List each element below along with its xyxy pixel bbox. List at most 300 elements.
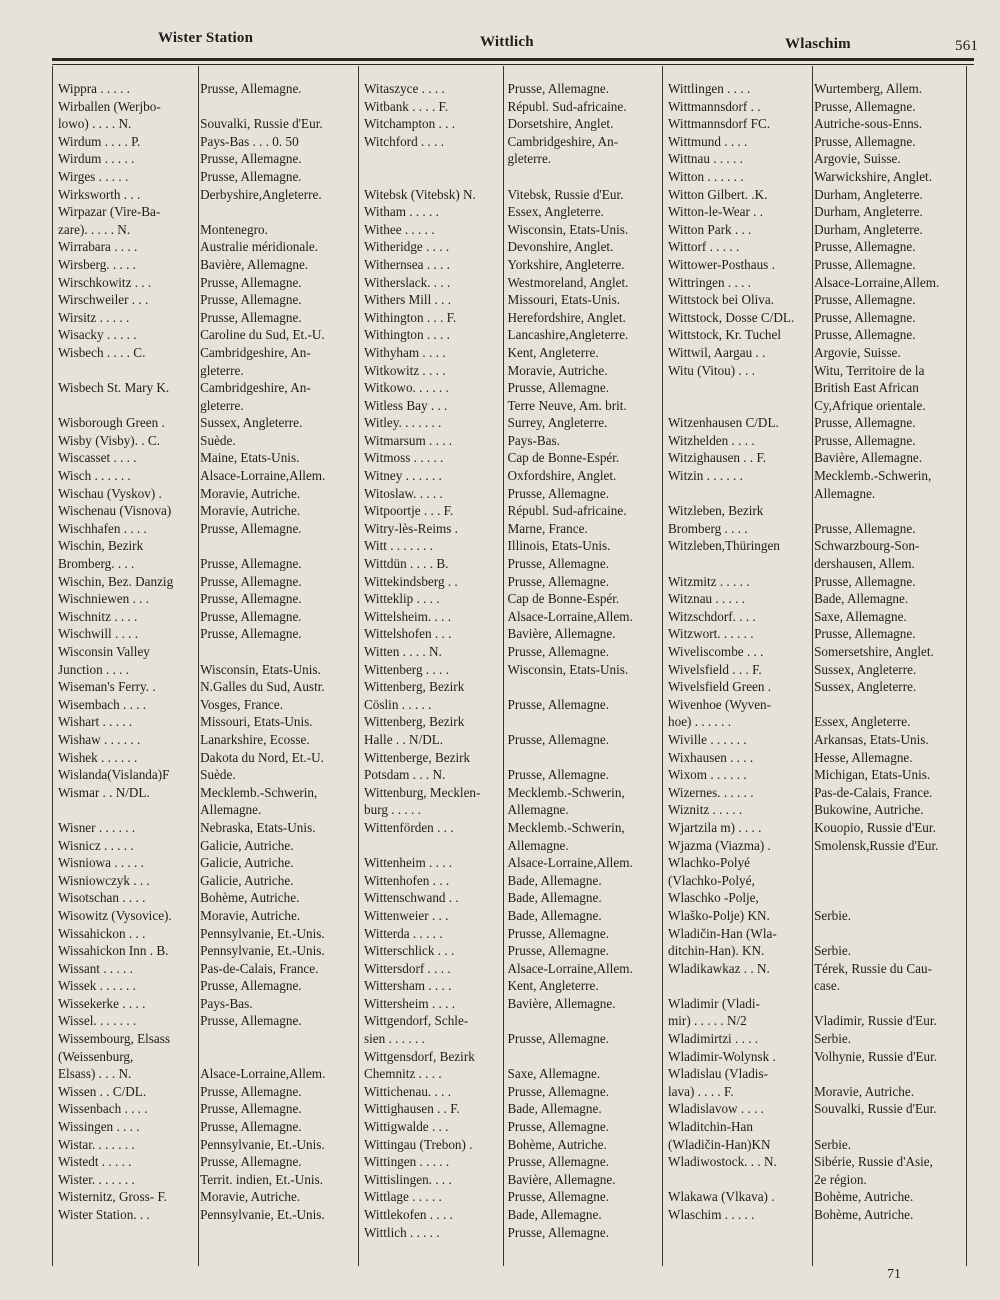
entry-row	[668, 573, 966, 591]
place-name: Witzmitz . . . . .	[668, 573, 750, 589]
entry-row	[58, 1030, 358, 1048]
location: Territ. indien, Et.-Unis.	[200, 1171, 324, 1187]
entry-row	[668, 467, 966, 485]
entry-row	[668, 960, 966, 978]
location: Prusse, Allemagne.	[814, 309, 916, 325]
entry-row	[58, 907, 358, 925]
entry-row	[668, 1083, 966, 1101]
location: Alsace-Lorraine,Allem.	[507, 855, 633, 871]
place-name: Wladislau (Vladis-	[668, 1066, 768, 1082]
entry-row	[668, 696, 966, 714]
entry-row	[668, 379, 966, 397]
location: Prusse, Allemagne.	[507, 943, 609, 959]
location: Prusse, Allemagne.	[814, 327, 916, 343]
place-name	[58, 397, 196, 415]
location: Dakota du Nord, Et.-U.	[200, 749, 324, 765]
place-name: Wittenheim . . . .	[364, 855, 453, 871]
location: Saxe, Allemagne.	[507, 1066, 601, 1082]
location: Wisconsin, Etats-Unis.	[507, 661, 629, 677]
location: Moravie, Autriche.	[814, 1083, 915, 1099]
entry-row	[668, 643, 966, 661]
entry-row	[668, 520, 966, 538]
entry-row	[364, 925, 662, 943]
entry-row	[58, 942, 358, 960]
location: Bavière, Allemagne.	[507, 995, 616, 1011]
entry-row	[58, 133, 358, 151]
entry-row	[668, 414, 966, 432]
entry-row	[58, 1100, 358, 1118]
location: Bade, Allemagne.	[507, 1207, 602, 1222]
entry-row	[364, 362, 662, 380]
entry-row	[668, 256, 966, 274]
place-name: Wittringen . . . .	[668, 274, 751, 290]
location: Maine, Etats-Unis.	[200, 450, 300, 466]
place-name: Wisnicz . . . . .	[58, 837, 134, 853]
place-name: Wittenweier . . .	[364, 907, 449, 923]
entry-row	[668, 186, 966, 204]
location: Moravie, Autriche.	[200, 1189, 301, 1205]
location: Argovie, Suisse.	[814, 151, 901, 167]
place-name: Wister. . . . . . .	[58, 1171, 135, 1187]
place-name: Wittelshofen . . .	[364, 626, 452, 642]
location: Wisconsin, Etats-Unis.	[200, 661, 321, 677]
place-name: Wirdum . . . . .	[58, 151, 135, 167]
place-name: Wisborough Green .	[58, 415, 165, 431]
location: Bade, Allemagne.	[507, 1101, 602, 1117]
place-name: Wirdum . . . . P.	[58, 133, 141, 149]
entry-row	[58, 889, 358, 907]
entry-row	[58, 221, 358, 239]
place-name: Wittdün . . . . B.	[364, 556, 449, 572]
place-name	[668, 555, 810, 573]
place-name: Wischniewen . . .	[58, 591, 150, 607]
place-name: Wittlich . . . . .	[364, 1224, 440, 1240]
location: Prusse, Allemagne.	[200, 1013, 302, 1029]
location: Alsace-Lorraine,Allem.	[200, 1066, 326, 1082]
entry-row	[58, 203, 358, 221]
location: Suède.	[200, 432, 236, 448]
entry-row	[58, 238, 358, 256]
location	[196, 1030, 358, 1048]
entry-row	[668, 1206, 966, 1224]
location: Kent, Angleterre.	[507, 344, 599, 360]
location: Bavière, Allemagne.	[507, 1171, 616, 1187]
location: Prusse, Allemagne.	[814, 432, 916, 448]
page-header-right: Wlaschim	[785, 36, 851, 52]
entry-row	[58, 274, 358, 292]
place-name: Elsass) . . . N.	[58, 1066, 132, 1082]
location	[196, 98, 358, 116]
entry-row	[668, 1065, 966, 1083]
entry-row	[364, 80, 662, 98]
location: Derbyshire,Angleterre.	[200, 186, 322, 202]
entry-row	[364, 837, 662, 855]
place-name: Wittenförden . . .	[364, 819, 454, 835]
place-name: Wischin, Bez. Danzig	[58, 573, 174, 589]
place-name: Wislanda(Vislanda)F	[58, 767, 170, 783]
location: Kent, Angleterre.	[507, 978, 599, 994]
entry-row	[668, 977, 966, 995]
entry-row	[668, 889, 966, 907]
location: Serbie.	[814, 907, 852, 923]
location: Cap de Bonne-Espér.	[507, 450, 620, 466]
place-name	[364, 168, 504, 186]
location: Nebraska, Etats-Unis.	[200, 819, 316, 835]
place-name: Witmarsum . . . .	[364, 432, 453, 448]
location: Prusse, Allemagne.	[200, 1154, 302, 1170]
place-name: Wissel. . . . . . .	[58, 1013, 137, 1029]
place-name: Wisner . . . . . .	[58, 819, 136, 835]
place-name: Wivenhoe (Wyven-	[668, 696, 772, 712]
entry-row	[668, 432, 966, 450]
place-name: Witkowitz . . . .	[364, 362, 446, 378]
entry-row	[58, 661, 358, 679]
place-name: burg . . . . .	[364, 802, 421, 818]
place-name: Bromberg. . . .	[58, 556, 135, 572]
location: Kouopio, Russie d'Eur.	[814, 819, 936, 835]
entry-row	[668, 1171, 966, 1189]
entry-row	[364, 520, 662, 538]
location: Prusse, Allemagne.	[200, 292, 302, 308]
location: Vitebsk, Russie d'Eur.	[507, 186, 624, 202]
place-name: Wissekerke . . . .	[58, 995, 146, 1011]
entry-row	[364, 1224, 662, 1242]
place-name: Wisch . . . . . .	[58, 468, 131, 484]
place-name: Wisowitz (Vysovice).	[58, 907, 172, 923]
entry-row	[668, 678, 966, 696]
place-name: Wissahickon . . .	[58, 925, 146, 941]
location	[196, 203, 358, 221]
entry-row	[364, 1012, 662, 1030]
entry-row	[58, 590, 358, 608]
location: Cambridgeshire, An-	[507, 133, 619, 149]
location: Prusse, Allemagne.	[507, 573, 609, 589]
location: N.Galles du Sud, Austr.	[200, 679, 325, 695]
column-divider	[966, 66, 967, 1266]
location: Galicie, Autriche.	[200, 837, 294, 853]
location: Pays-Bas . . . 0. 50	[200, 133, 299, 149]
entry-row	[364, 1206, 662, 1224]
place-name: Wirschkowitz . . .	[58, 274, 152, 290]
place-name: Wishart . . . . .	[58, 714, 133, 730]
entry-row	[364, 1065, 662, 1083]
entry-row	[58, 1065, 358, 1083]
place-name	[364, 837, 504, 855]
place-name: Witzwort. . . . . .	[668, 626, 754, 642]
location: Saxe, Allemagne.	[814, 608, 907, 624]
location: Prusse, Allemagne.	[200, 1101, 302, 1117]
entry-row	[58, 766, 358, 784]
location: dershausen, Allem.	[814, 556, 915, 572]
entry-row	[58, 555, 358, 573]
place-name: lava) . . . . F.	[668, 1083, 734, 1099]
entry-row	[58, 1171, 358, 1189]
place-name: Wisotschan . . . .	[58, 890, 146, 906]
location: Galicie, Autriche.	[200, 855, 294, 871]
location: Mecklemb.-Schwerin,	[814, 468, 932, 484]
column-divider	[358, 66, 359, 1266]
entry-row	[668, 537, 966, 555]
place-name: Witu (Vitou) . . .	[668, 362, 755, 378]
place-name: Witzin . . . . . .	[668, 468, 743, 484]
location: Serbie.	[814, 943, 852, 959]
place-name: Withyham . . . .	[364, 344, 446, 360]
location: Cy,Afrique orientale.	[814, 397, 926, 413]
entry-row	[58, 485, 358, 503]
location: Pas-de-Calais, France.	[814, 784, 933, 800]
place-name: Witzhelden . . . .	[668, 432, 755, 448]
location: Bade, Allemagne.	[507, 907, 602, 923]
place-name: Witznau . . . . .	[668, 591, 746, 607]
place-name: sien . . . . . .	[364, 1031, 425, 1047]
entry-row	[668, 274, 966, 292]
entry-row	[58, 819, 358, 837]
location: Prusse, Allemagne.	[507, 925, 609, 941]
location	[810, 854, 966, 872]
place-name: Wivelsfield Green .	[668, 679, 772, 695]
location: Lanarkshire, Ecosse.	[200, 731, 310, 747]
location: Prusse, Allemagne.	[507, 1189, 609, 1205]
entry-row	[364, 608, 662, 626]
location: Somersetshire, Anglet.	[814, 644, 934, 659]
entry-row	[58, 960, 358, 978]
entry-row	[668, 362, 966, 380]
entry-row	[364, 150, 662, 168]
location	[810, 696, 966, 714]
location: Sussex, Angleterre.	[814, 661, 917, 677]
place-name: Wisbech . . . . C.	[58, 344, 146, 360]
entry-row	[58, 749, 358, 767]
entry-row	[364, 186, 662, 204]
entry-row	[364, 643, 662, 661]
location: Pays-Bas.	[507, 432, 560, 448]
entry-row	[364, 889, 662, 907]
entry-row	[58, 432, 358, 450]
location: Prusse, Allemagne.	[200, 309, 302, 325]
place-name: Wittislingen. . . .	[364, 1171, 452, 1187]
place-name: Wiscasset . . . .	[58, 450, 137, 466]
place-name: Wladikawkaz . . N.	[668, 960, 770, 976]
place-name: Witteklip . . . .	[364, 591, 440, 607]
entry-row	[668, 449, 966, 467]
location: Allemagne.	[200, 802, 262, 818]
header-rule	[52, 58, 974, 61]
location: Schwarzbourg-Son-	[814, 538, 920, 554]
place-name: Wirsitz . . . . .	[58, 309, 130, 325]
place-name: Witton Gilbert. .K.	[668, 186, 768, 202]
location: Illinois, Etats-Unis.	[507, 538, 611, 554]
location: Prusse, Allemagne.	[507, 556, 609, 572]
entry-row	[668, 819, 966, 837]
place-name: Wlaschko -Polje,	[668, 890, 759, 906]
entry-row	[364, 1188, 662, 1206]
location: Républ. Sud-africaine.	[507, 98, 627, 114]
location: Républ. Sud-africaine.	[507, 503, 627, 519]
location	[810, 502, 966, 520]
entry-row	[58, 573, 358, 591]
place-name: Wittwil, Aargau . .	[668, 344, 766, 360]
place-name: Witley. . . . . . .	[364, 415, 442, 431]
location: Prusse, Allemagne.	[200, 626, 302, 642]
location: Moravie, Autriche.	[200, 907, 301, 923]
location: Yorkshire, Angleterre.	[507, 256, 625, 272]
location	[504, 168, 662, 186]
place-name: Wladitchin-Han	[668, 1119, 753, 1135]
entry-row	[668, 221, 966, 239]
location	[504, 1048, 662, 1066]
entry-row	[364, 485, 662, 503]
location: Prusse, Allemagne.	[200, 608, 302, 624]
location	[196, 643, 358, 661]
entry-row	[58, 168, 358, 186]
place-name: Wirballen (Werjbo-	[58, 98, 161, 114]
page-header-left: Wister Station	[158, 30, 254, 46]
place-name: Wittgensdorf, Bezirk	[364, 1048, 475, 1064]
entry-row	[58, 1083, 358, 1101]
place-name: Wirges . . . . .	[58, 168, 129, 184]
place-name: Witzleben,Thüringen	[668, 538, 780, 554]
place-name: Wittersdorf . . . .	[364, 960, 451, 976]
location: Serbie.	[814, 1136, 852, 1152]
location	[810, 872, 966, 890]
place-name: Wisby (Visby). . C.	[58, 432, 160, 448]
location	[810, 1118, 966, 1136]
location: Alsace-Lorraine,Allem.	[200, 468, 326, 484]
place-name: Witless Bay . . .	[364, 397, 448, 413]
entry-row	[668, 555, 966, 573]
place-name: Wisternitz, Gross- F.	[58, 1189, 168, 1205]
entry-row	[364, 1136, 662, 1154]
place-name: Wisniowczyk . . .	[58, 872, 150, 888]
entry-row	[668, 397, 966, 415]
entry-row	[58, 1136, 358, 1154]
place-name	[668, 397, 810, 415]
location	[196, 1048, 358, 1066]
place-name: Wismar . . N/DL.	[58, 784, 150, 800]
location: Witu, Territoire de la	[814, 362, 925, 378]
entry-row	[364, 291, 662, 309]
entry-row	[668, 625, 966, 643]
place-name: Witaszyce . . . .	[364, 81, 445, 96]
entry-row	[58, 379, 358, 397]
location: Essex, Angleterre.	[507, 204, 604, 220]
location: Argovie, Suisse.	[814, 344, 901, 360]
place-name: Wirksworth . . .	[58, 186, 141, 202]
place-name: Wissant . . . . .	[58, 960, 133, 976]
entry-row	[364, 819, 662, 837]
place-name: Withington . . . F.	[364, 309, 457, 325]
entry-row	[364, 221, 662, 239]
entry-row	[364, 801, 662, 819]
place-name: Potsdam . . . N.	[364, 767, 446, 783]
entry-row	[668, 1012, 966, 1030]
entry-row	[364, 432, 662, 450]
entry-row	[364, 661, 662, 679]
entry-row	[58, 696, 358, 714]
location: gleterre.	[200, 397, 244, 413]
entry-row	[668, 150, 966, 168]
entry-row	[364, 203, 662, 221]
place-name: ditchin-Han). KN.	[668, 943, 765, 959]
entry-row	[668, 1188, 966, 1206]
entry-row	[58, 872, 358, 890]
entry-row	[364, 995, 662, 1013]
entry-row	[364, 1100, 662, 1118]
location: Prusse, Allemagne.	[814, 133, 916, 149]
location: Prusse, Allemagne.	[507, 81, 609, 96]
location: Montenegro.	[200, 221, 268, 237]
entry-row	[364, 379, 662, 397]
place-name: (Weissenburg,	[58, 1048, 134, 1064]
entry-row	[668, 1030, 966, 1048]
place-name: Witzschdorf. . . .	[668, 608, 756, 624]
entry-row	[668, 590, 966, 608]
location: Prusse, Allemagne.	[814, 520, 916, 536]
location: Prusse, Allemagne.	[507, 1224, 609, 1240]
entry-row	[364, 256, 662, 274]
location: Souvalki, Russie d'Eur.	[814, 1101, 937, 1117]
location: Pennsylvanie, Et.-Unis.	[200, 925, 325, 941]
place-name: Wischau (Vyskov) .	[58, 485, 162, 501]
location: Prusse, Allemagne.	[200, 1119, 302, 1135]
entry-row	[364, 960, 662, 978]
location: Devonshire, Anglet.	[507, 239, 614, 255]
place-name	[58, 801, 196, 819]
entry-row	[364, 1171, 662, 1189]
place-name: Wittower-Posthaus .	[668, 256, 775, 272]
gazetteer-column-2	[364, 80, 662, 1270]
place-name: Witham . . . . .	[364, 204, 439, 220]
location: Prusse, Allemagne.	[814, 573, 916, 589]
place-name: Wittmannsdorf . .	[668, 98, 761, 114]
place-name: Wittingen . . . . .	[364, 1154, 450, 1170]
place-name: Chemnitz . . . .	[364, 1066, 442, 1082]
location: Westmoreland, Anglet.	[507, 274, 629, 290]
location: Prusse, Allemagne.	[200, 978, 302, 994]
place-name	[668, 977, 810, 995]
location: Prusse, Allemagne.	[507, 1119, 609, 1135]
location	[810, 995, 966, 1013]
entry-row	[364, 1030, 662, 1048]
place-name: Witterda . . . . .	[364, 925, 443, 941]
place-name: Witton Park . . .	[668, 221, 752, 237]
location: Prusse, Allemagne.	[507, 644, 609, 659]
entry-row	[364, 98, 662, 116]
entry-row	[668, 731, 966, 749]
location: Prusse, Allemagne.	[814, 256, 916, 272]
place-name: Wixom . . . . . .	[668, 767, 747, 783]
entry-row	[364, 1118, 662, 1136]
entry-row	[668, 238, 966, 256]
place-name	[668, 379, 810, 397]
location: case.	[814, 978, 841, 994]
location: Smolensk,Russie d'Eur.	[814, 837, 939, 853]
location: Alsace-Lorraine,Allem.	[507, 960, 633, 976]
place-name: hoe) . . . . . .	[668, 714, 731, 730]
place-name: Junction . . . .	[58, 661, 130, 677]
location: Bohème, Autriche.	[507, 1136, 607, 1152]
entry-row	[364, 238, 662, 256]
entry-row	[668, 133, 966, 151]
location: Autriche-sous-Enns.	[814, 116, 923, 132]
location: Oxfordshire, Anglet.	[507, 468, 617, 484]
place-name: Wladislavow . . . .	[668, 1101, 764, 1117]
entry-row	[364, 696, 662, 714]
entry-row	[668, 801, 966, 819]
place-name: Wlaschim . . . . .	[668, 1207, 755, 1222]
place-name: Wissenbach . . . .	[58, 1101, 148, 1117]
location: Prusse, Allemagne.	[814, 626, 916, 642]
